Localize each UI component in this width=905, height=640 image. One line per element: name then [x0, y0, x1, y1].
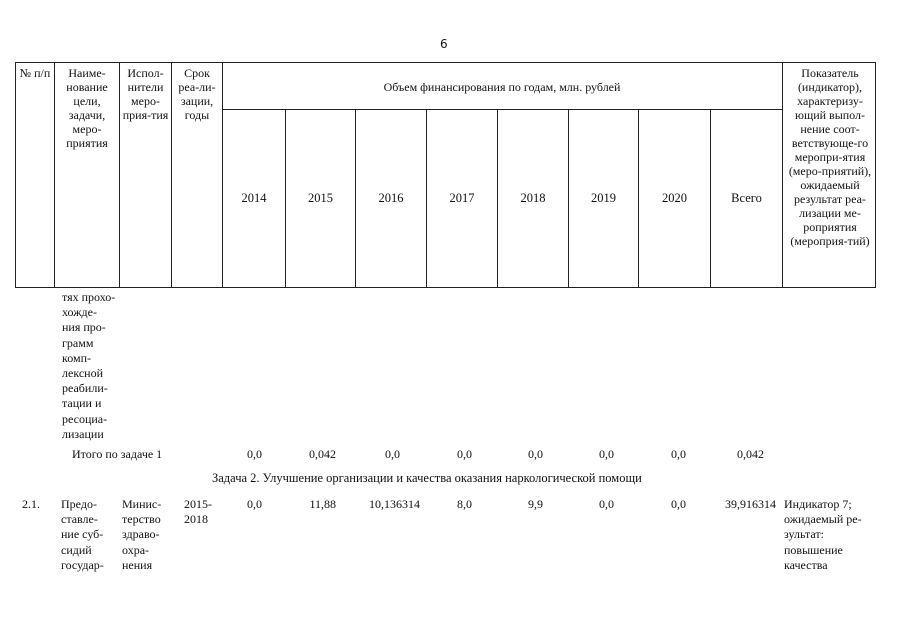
row-2-1-2014: 0,0	[247, 497, 262, 511]
row-2-1-2017: 8,0	[457, 497, 472, 511]
year-2015: 2015	[308, 191, 333, 205]
total-2015: 0,042	[309, 447, 336, 461]
year-2014: 2014	[241, 191, 267, 205]
row-2-1-term: 2015- 2018	[184, 497, 212, 527]
row-2-1-total: 39,916314	[725, 497, 776, 511]
row-2-1-2019: 0,0	[599, 497, 614, 511]
year-2017: 2017	[449, 191, 475, 205]
row-2-1-2016: 10,136314	[369, 497, 420, 511]
total-2018: 0,0	[528, 447, 543, 461]
col-exec-header: Испол-нители меро-прия-тия	[122, 66, 169, 122]
total-all: 0,042	[737, 447, 764, 461]
year-2020: 2020	[662, 191, 687, 205]
continuation-text: тях прохо- хожде- ния про- грамм комп- лексной реабили- тации и ресоциа- лизации	[62, 290, 116, 441]
task2-heading: Задача 2. Улучшение организации и качества оказания наркологической помощи	[212, 471, 642, 485]
row-2-1-2015: 11,88	[309, 497, 336, 511]
total-row-label: Итого по задаче 1	[72, 447, 163, 461]
col-num-header: № п/п	[19, 66, 51, 80]
total-2017: 0,0	[457, 447, 472, 461]
col-indicator-header: Показатель (индикатор), характеризу-ющий выпол-нение соот-ветствующе-го меропри-ятия (меро-приятий), ожидаемый результат реа-лизации ме-роприятия (мероприя-тий)	[788, 66, 872, 248]
year-2016: 2016	[378, 191, 404, 205]
row-2-1-indicator: Индикатор 7; ожидаемый ре- зультат: повышение качества	[784, 497, 862, 572]
col-name-header: Наиме-нование цели, задачи, меро-приятия	[66, 66, 108, 150]
table-header	[15, 62, 876, 288]
page-number: 6	[440, 37, 448, 51]
year-2018: 2018	[520, 191, 546, 205]
total-2019: 0,0	[599, 447, 614, 461]
year-total: Всего	[731, 191, 762, 205]
row-2-1-executor: Минис- терство здраво- охра- нения	[122, 497, 162, 572]
col-term-header: Срок реа-ли-зации, годы	[178, 66, 216, 122]
row-2-1-2018: 9,9	[528, 497, 543, 511]
total-2020: 0,0	[671, 447, 686, 461]
total-2014: 0,0	[247, 447, 262, 461]
col-funding-header: Объем финансирования по годам, млн. рублей	[383, 80, 621, 94]
total-2016: 0,0	[385, 447, 400, 461]
row-2-1-num: 2.1.	[22, 497, 40, 511]
row-2-1-2020: 0,0	[671, 497, 686, 511]
row-2-1-name: Предо- ставле- ние суб- сидий государ-	[61, 497, 104, 572]
year-2019: 2019	[591, 191, 616, 205]
